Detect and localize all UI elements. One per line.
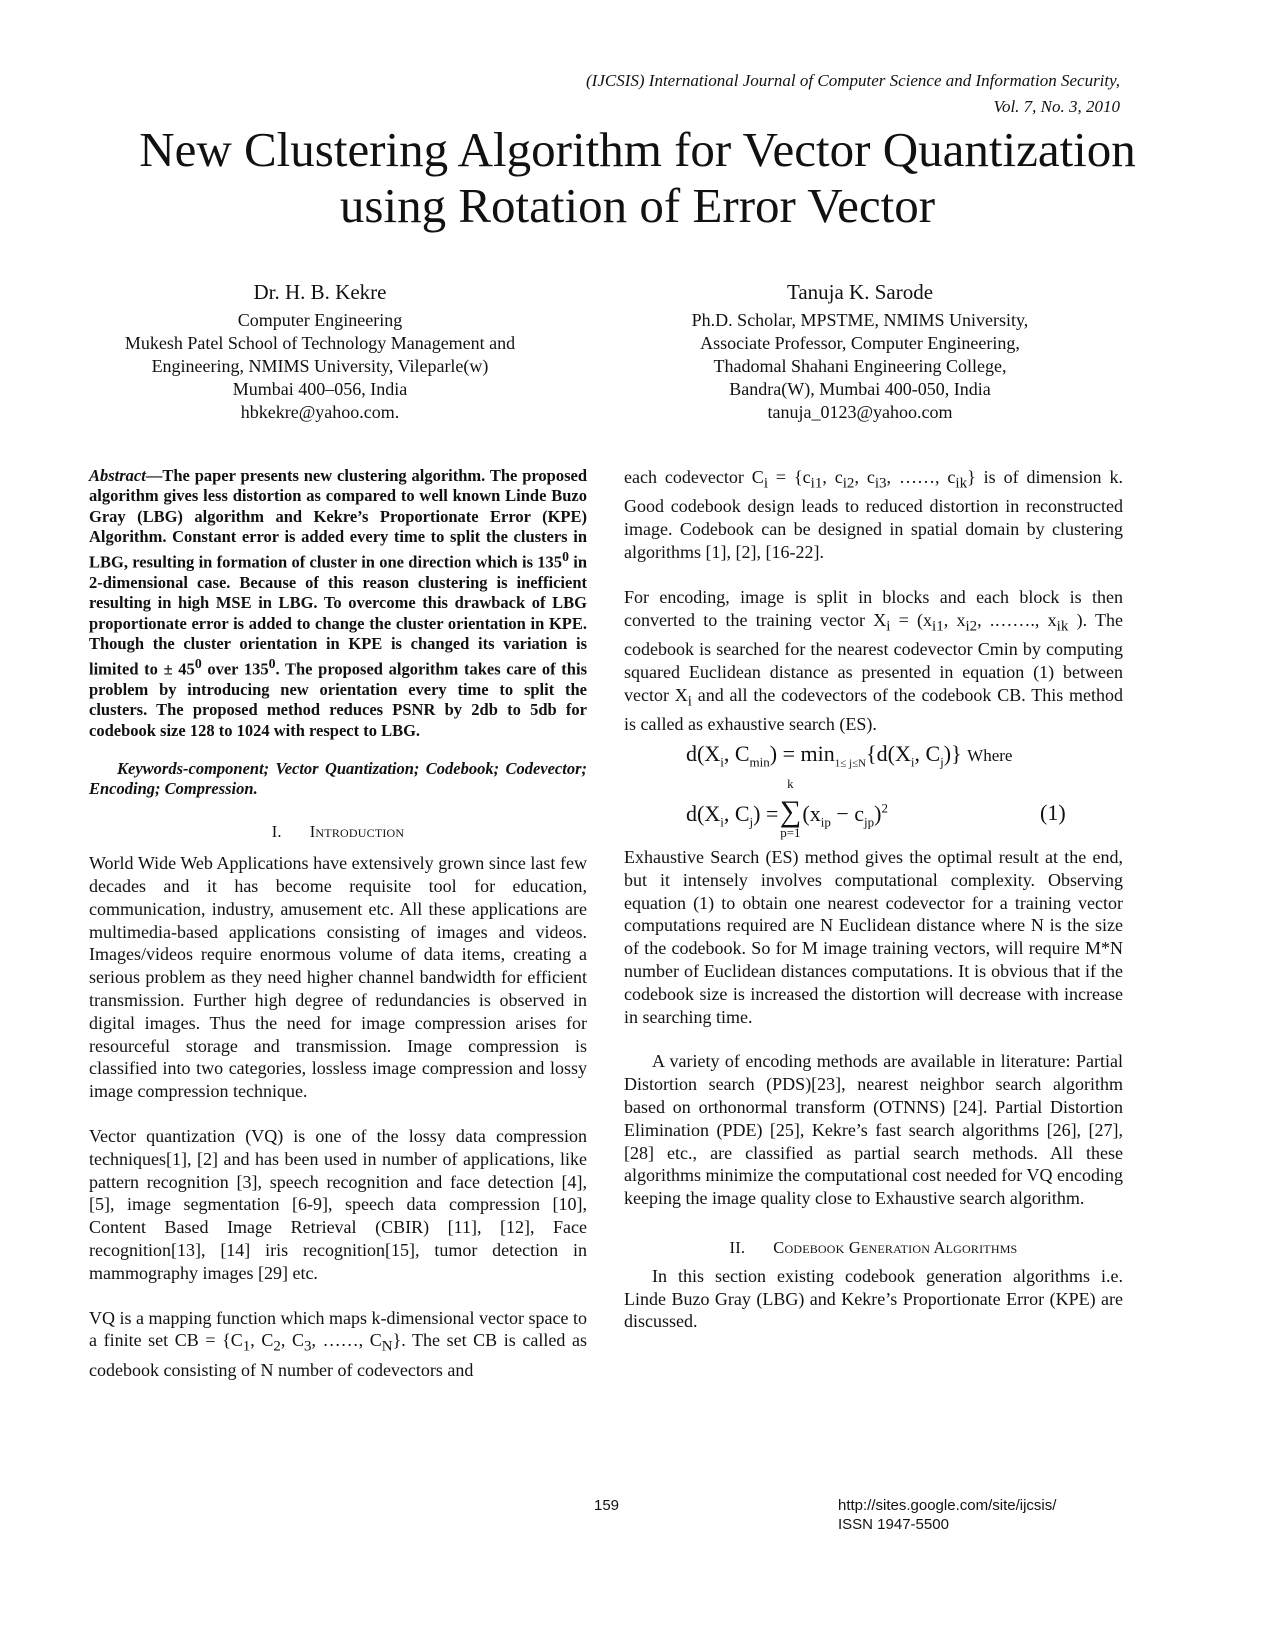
paragraph: Exhaustive Search (ES) method gives the optimal result at the end, but it intensely involves computational complexity. Observing equation (1) to obtain one nearest codevector for a training vector computations required are N Euclidean distance where N is the size of the codebook. So for M image training vectors, will require M*N number of Euclidean distances computations. It is obvious that if the codebook size is increased the distortion will decrease with increase in searching time. (624, 847, 1123, 1027)
author-email: hbkekre@yahoo.com. (240, 402, 400, 422)
paragraph: World Wide Web Applications have extensively grown since last few decades and it has become requisite tool for education, communication, industry, amusement etc. All these applications are multimedia-based applications consisting of images and videos. Images/videos require enormous volume of data items, creating a serious problem as they need higher channel bandwidth for efficient transmission. Further high degree of redundancies is observed in digital images. Thus the need for image compression arises for resourceful storage and transmission. Image compression is classified into two categories, lossless image compression and lossy image compression technique. (89, 853, 587, 1102)
footer-links (838, 1496, 1056, 1534)
title-line-2: using Rotation of Error Vector (339, 178, 936, 233)
author-affiliation-line: Thadomal Shahani Engineering College, (713, 356, 1007, 376)
author-email: tanuja_0123@yahoo.com (767, 402, 953, 422)
author-name: Dr. H. B. Kekre (253, 280, 387, 304)
paragraph: Vector quantization (VQ) is one of the lossy data compression techniques[1], [2] and has been used in number of applications, like pattern recognition [3], speech recognition and face detection [4], [5], image segmentation [6-9], speech data compression [10], Content Based Image Retrieval (CBIR) [11], [12], Face recognition[13], [14] iris recognition[15], tumor detection in mammography images [29] etc. (89, 1126, 587, 1283)
equation-line-1: $d(X_i$, $C_{min}) = \min_{1\le j\le N}\{d(X_i$, $C_j$)} Where (686, 741, 1013, 770)
page-number: 159 (594, 1497, 620, 1514)
author-block-2 (640, 278, 1080, 424)
paragraph-vq: VQ is a mapping function which maps k-dimensional vector space to a finite set CB = {$C_1$, $C_2$, $C_3$, ……, $C_N$}. The set CB is called as codebook consisting of N number of codevectors and (89, 1307, 587, 1380)
abstract: Abstract—The paper presents new clustering algorithm. The proposed algorithm gives less distortion as compared to well known Linde Buzo Gray (LBG) algorithm and Kekre’s Proportionate Error (KPE) Algorithm. Constant error is added every time to split the clusters in LBG, resulting in formation of cluster in one direction which is $135^0$ in 2-dimensional case. Because of this reason clustering is inefficient resulting in high MSE in LBG. To overcome this drawback of LBG proportionate error is added to change the cluster orientation in KPE. Though the cluster orientation in KPE is changed its variation is limited to ± $45^0$ over $135^0$. The proposed algorithm takes care of this problem by introducing new orientation every time to split the clusters. The proposed method reduces PSNR by 2db to 5db for codebook size 128 to 1024 with respect to LBG. (89, 466, 587, 740)
author-affiliation-line: Engineering, NMIMS University, Vileparle(w) (151, 356, 489, 376)
paragraph: In this section existing codebook generation algorithms i.e. Linde Buzo Gray (LBG) and Kekre’s Proportionate Error (KPE) are discussed. (624, 1265, 1123, 1332)
right-column-top (624, 466, 1123, 736)
paper-title (60, 122, 1215, 234)
paragraph: For encoding, image is split in blocks and each block is then converted to the training vector $X_i = (x_{i1}$, $x_{i2}$, .……., $x_{ik}$ ). The codebook is searched for the nearest codevector Cmin by computing squared Euclidean distance as presented in equation (1) between vector $X_i$ and all the codevectors of the codebook CB. This method is called as exhaustive search (ES). (624, 586, 1124, 734)
author-affiliation-line: Mukesh Patel School of Technology Management and (124, 333, 516, 353)
title-line-1: New Clustering Algorithm for Vector Quantization (139, 122, 1136, 177)
author-affiliation-line: Computer Engineering (237, 310, 403, 330)
journal-url: http://sites.google.com/site/ijcsis/ (838, 1497, 1057, 1514)
author-affiliation-line: Mumbai 400–056, India (232, 379, 408, 399)
journal-volume: Vol. 7, No. 3, 2010 (993, 97, 1120, 116)
author-affiliation-line: Ph.D. Scholar, MPSTME, NMIMS University, (691, 310, 1029, 330)
section-heading-introduction: I. Introduction (271, 822, 405, 842)
keywords: Keywords-component; Vector Quantization; Codebook; Codevector; Encoding; Compression. (89, 758, 587, 799)
author-affiliation-line: Associate Professor, Computer Engineering, (700, 333, 1020, 353)
equation-line-2: $d(X_i$, $C_j$) = k ∑ p=1 $(x_{ip} - c_{jp})^2$ (686, 776, 888, 840)
journal-header (586, 68, 1120, 120)
author-block-1 (90, 278, 550, 424)
paragraph: A variety of encoding methods are available in literature: Partial Distortion search (PDS)[23], nearest neighbor search algorithm based on orthonormal transform (OTNNS) [24]. Partial Distortion Elimination (PDE) [25], Kekre’s fast search algorithms [26], [27], [28] etc., are classified as partial search methods. All these algorithms minimize the computational cost needed for VQ encoding keeping the image quality close to Exhaustive search algorithm. (624, 1051, 1123, 1209)
equation-number: (1) (1040, 800, 1066, 825)
summation-symbol: k ∑ p=1 (779, 776, 802, 840)
section-heading-codebook: II. Codebook Generation Algorithms (729, 1237, 1018, 1257)
issn: ISSN 1947-5500 (838, 1516, 949, 1533)
author-affiliation-line: Bandra(W), Mumbai 400-050, India (729, 379, 991, 399)
right-column-bottom (624, 846, 1123, 1333)
journal-name: (IJCSIS) International Journal of Computer Science and Information Security, (586, 71, 1120, 90)
author-name: Tanuja K. Sarode (786, 280, 934, 304)
left-column (89, 466, 587, 1382)
paragraph: each codevector $C_i = \{c_{i1}$, $c_{i2}$, $c_{i3}$, ……, $c_{ik}$} is of dimension k. Good codebook design leads to reduced distortion in reconstructed image. Codebook can be designed in spatial domain by clustering algorithms [1], [2], [16-22]. (624, 467, 1123, 562)
